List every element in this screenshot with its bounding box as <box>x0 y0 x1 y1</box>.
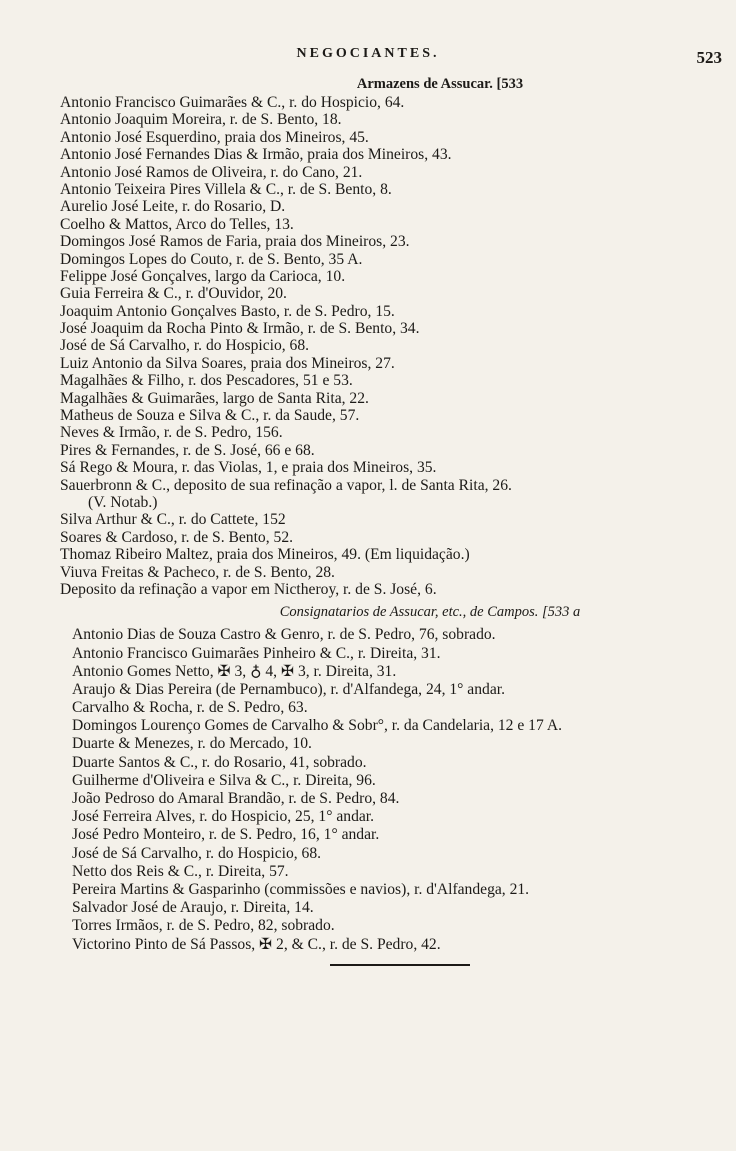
list-item: Antonio José Ramos de Oliveira, r. do Cano, 21. <box>60 163 363 181</box>
list-item: Netto dos Reis & C., r. Direita, 57. <box>72 862 289 880</box>
merchant-list-armazens <box>60 94 720 598</box>
list-item: Domingos Lopes do Couto, r. de S. Bento, 35 A. <box>60 250 363 268</box>
list-item: Sauerbronn & C., deposito de sua refinação a vapor, l. de Santa Rita, 26. <box>60 476 512 494</box>
list-item: Duarte & Menezes, r. do Mercado, 10. <box>72 735 312 753</box>
closing-rule <box>330 964 470 966</box>
list-item: Antonio Francisco Guimarães & C., r. do Hospicio, 64. <box>60 94 405 111</box>
list-item: Sá Rego & Moura, r. das Violas, 1, e praia dos Mineiros, 35. <box>60 459 437 477</box>
list-item: Antonio José Fernandes Dias & Irmão, praia dos Mineiros, 43. <box>60 146 452 164</box>
list-item: Neves & Irmão, r. de S. Pedro, 156. <box>60 424 283 442</box>
list-item: Salvador José de Araujo, r. Direita, 14. <box>72 899 314 917</box>
page-content <box>60 74 720 966</box>
list-item: Matheus de Souza e Silva & C., r. da Saude, 57. <box>60 407 360 425</box>
list-item: José de Sá Carvalho, r. do Hospicio, 68. <box>72 844 322 862</box>
list-item: Viuva Freitas & Pacheco, r. de S. Bento, 28. <box>60 563 335 581</box>
list-item: Domingos José Ramos de Faria, praia dos Mineiros, 23. <box>60 233 410 251</box>
list-item: Pires & Fernandes, r. de S. José, 66 e 68. <box>60 441 315 459</box>
list-item: Pereira Martins & Gasparinho (commissões e navios), r. d'Alfandega, 21. <box>72 880 530 898</box>
list-item: Duarte Santos & C., r. do Rosario, 41, sobrado. <box>72 753 367 771</box>
list-item: Torres Irmãos, r. de S. Pedro, 82, sobrado. <box>72 917 335 935</box>
section-title-consignatarios: Consignatarios de Assucar, etc., de Campos. [533 a <box>279 604 581 621</box>
list-item: Felippe José Gonçalves, largo da Carioca, 10. <box>60 267 346 285</box>
list-item: (V. Notab.) <box>88 493 158 511</box>
section-title-armazens: Armazens de Assucar. [533 <box>356 76 524 92</box>
list-item: Antonio Dias de Souza Castro & Genro, r. de S. Pedro, 76, sobrado. <box>72 626 496 644</box>
list-item: Antonio Francisco Guimarães Pinheiro & C., r. Direita, 31. <box>72 644 441 662</box>
list-item: Antonio Gomes Netto, ✠ 3, ♁ 4, ✠ 3, r. Direita, 31. <box>72 662 397 680</box>
list-item: Carvalho & Rocha, r. de S. Pedro, 63. <box>72 699 308 717</box>
merchant-list-consignatarios <box>60 626 720 953</box>
list-item: Antonio José Esquerdino, praia dos Mineiros, 45. <box>60 128 369 146</box>
list-item: Magalhães & Filho, r. dos Pescadores, 51 e 53. <box>60 372 353 390</box>
list-item: José de Sá Carvalho, r. do Hospicio, 68. <box>60 337 310 355</box>
list-item: Victorino Pinto de Sá Passos, ✠ 2, & C., r. de S. Pedro, 42. <box>72 935 441 953</box>
list-item: José Joaquim da Rocha Pinto & Irmão, r. de S. Bento, 34. <box>60 320 420 338</box>
list-item: José Pedro Monteiro, r. de S. Pedro, 16, 1° andar. <box>72 826 380 844</box>
list-item: Antonio Joaquim Moreira, r. de S. Bento, 18. <box>60 111 342 129</box>
list-item: Aurelio José Leite, r. do Rosario, D. <box>60 198 286 216</box>
list-item: Guia Ferreira & C., r. d'Ouvidor, 20. <box>60 285 287 303</box>
list-item: José Ferreira Alves, r. do Hospicio, 25, 1° andar. <box>72 808 375 826</box>
running-head: NEGOCIANTES. <box>296 46 440 61</box>
list-item: Coelho & Mattos, Arco do Telles, 13. <box>60 215 294 233</box>
list-item: Luiz Antonio da Silva Soares, praia dos Mineiros, 27. <box>60 354 395 372</box>
list-item: Silva Arthur & C., r. do Cattete, 152 <box>60 511 286 529</box>
list-item: Araujo & Dias Pereira (de Pernambuco), r. d'Alfandega, 24, 1° andar. <box>72 680 505 698</box>
list-item: Magalhães & Guimarães, largo de Santa Rita, 22. <box>60 389 369 407</box>
list-item: Guilherme d'Oliveira e Silva & C., r. Direita, 96. <box>72 771 376 789</box>
list-item: Joaquim Antonio Gonçalves Basto, r. de S. Pedro, 15. <box>60 302 395 320</box>
list-item: Deposito da refinação a vapor em Nictheroy, r. de S. José, 6. <box>60 580 437 598</box>
list-item: Antonio Teixeira Pires Villela & C., r. de S. Bento, 8. <box>60 180 392 198</box>
page-number: 523 <box>696 48 722 67</box>
list-item: Thomaz Ribeiro Maltez, praia dos Mineiros, 49. (Em liquidação.) <box>60 546 470 564</box>
list-item: João Pedroso do Amaral Brandão, r. de S. Pedro, 84. <box>72 790 400 808</box>
list-item: Soares & Cardoso, r. de S. Bento, 52. <box>60 528 294 546</box>
list-item: Domingos Lourenço Gomes de Carvalho & Sobr°, r. da Candelaria, 12 e 17 A. <box>72 717 562 735</box>
